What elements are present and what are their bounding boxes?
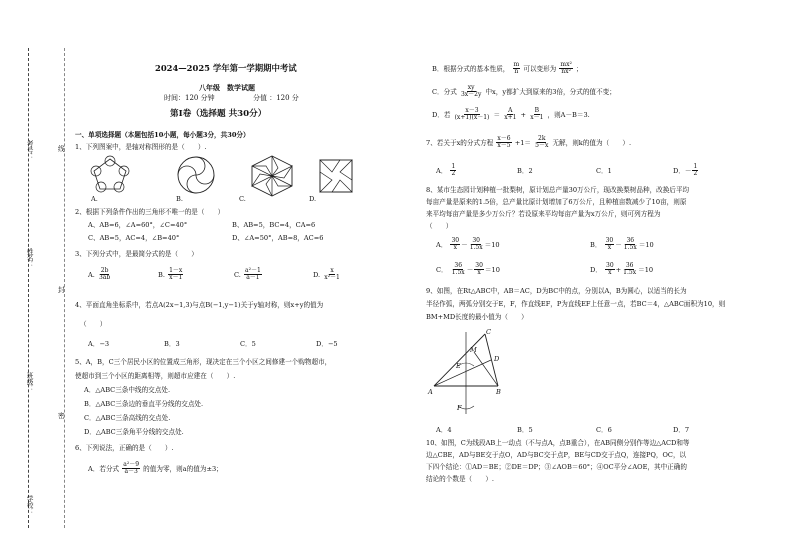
- name-label: 姓名：: [25, 248, 34, 268]
- q8-c-f2: $\frac{30}{x}$: [475, 262, 483, 277]
- fig-label-b: B: [496, 388, 501, 396]
- fig-label-m: M: [470, 346, 477, 354]
- q7-d-fraction: $\frac{1}{2}$: [693, 163, 698, 178]
- seal-mark: 封: [58, 286, 65, 294]
- binding-line-right: [64, 48, 65, 528]
- q6-b-fraction1: $\frac{m}{n}$: [513, 61, 520, 76]
- q6-b-fraction2: $\frac{\text{mx²}}{\text{nx²}}$: [560, 61, 572, 76]
- q1-figure-d: [318, 158, 354, 194]
- grade-subject: 八年级 数学试题: [199, 83, 255, 92]
- q4-option-a: A．−3: [88, 340, 110, 348]
- q8-label-c: C．: [436, 265, 448, 274]
- q6-d-plus: +: [520, 110, 527, 119]
- q5-stem-line1: 5、A，B，C三个居民小区的位置成三角形，现决定在三个小区之间修建一个购物超市，: [75, 358, 332, 366]
- q2-option-c: C、AB=5，AC=4，∠B=40°: [88, 234, 180, 242]
- q6-d-eq: ＝: [493, 110, 501, 119]
- q7-label-d: D．: [673, 166, 685, 175]
- q8-b-eq: ＝10: [638, 240, 654, 249]
- q9-option-c: C．6: [596, 426, 612, 434]
- exam-title: 2024—2025 学年第一学期期中考试: [155, 63, 297, 73]
- q4-option-c: C．5: [240, 340, 256, 348]
- q5-stem-line2: 使超市到三个小区的距离相等，则超市应建在（ ）.: [75, 372, 236, 380]
- q7-option-a: [436, 164, 457, 178]
- q9-option-d: D．7: [673, 426, 690, 434]
- q7-b-value: 2: [528, 167, 533, 175]
- q3-label-b: B.: [158, 270, 165, 279]
- q6-c-post: 中x，y都扩大到原来的3倍，分式的值不变；: [485, 87, 616, 96]
- q8-d-eq: ＝10: [638, 265, 654, 274]
- q7-d-minus: －: [684, 166, 692, 175]
- q5-option-a: A．△ABC三条中线的交点处.: [84, 386, 171, 394]
- q8-option-a: [436, 238, 500, 252]
- q6-a-fraction: $\frac{\text{a²－9}}{a-3}$: [123, 461, 140, 476]
- q5-option-d: D．△ABC三条角平分线的交点处.: [84, 428, 184, 436]
- q8-c-f1: $\frac{36}{1.5x}$: [451, 262, 465, 277]
- q5-option-c: C．△ABC三条高线的交点处.: [84, 414, 171, 422]
- q7-option-c: [596, 167, 612, 175]
- q6-d-fraction-a: $\frac{A}{x+1}$: [504, 107, 517, 122]
- q8-option-b: [590, 238, 654, 252]
- q10-stem-line3: 下四个结论：①AD＝BE；②DE＝DP；③∠AOB＝60°；④OC平分∠AOE，其中正确的: [426, 463, 687, 471]
- school-label: 学校：: [25, 495, 34, 515]
- q6-b-mid: 可以变形为: [523, 64, 557, 73]
- q3-label-d: D.: [313, 270, 321, 279]
- q6-c-fraction: $\frac{xy}{3x-2y}$: [460, 84, 482, 99]
- q3-fraction-b: $\frac{1-x}{x-1}$: [169, 267, 183, 282]
- q7-fraction2: $\frac{2k}{5-x}$: [535, 135, 549, 150]
- q6-option-a: [88, 462, 223, 476]
- q6-d-fraction-b: $\frac{B}{x-1}$: [530, 107, 544, 122]
- q2-option-a: A、AB=6，∠A=60°，∠C=40°: [88, 221, 188, 229]
- q8-b-f1: $\frac{30}{x}$: [605, 237, 614, 252]
- q3-option-a: [88, 268, 112, 282]
- q1-option-b: B.: [176, 195, 183, 203]
- fig-label-c: C: [486, 328, 492, 336]
- q3-fraction-a: $\frac{2b}{3ab}$: [98, 267, 111, 282]
- q3-label-a: A.: [88, 270, 95, 279]
- close-mark: 密: [58, 412, 65, 420]
- q2-option-d: D、∠A=50°，AB=8，AC=6: [232, 234, 324, 242]
- q8-b-f2: $\frac{36}{1.5x}$: [623, 237, 637, 252]
- q9-stem-line2: 半径作弧，两弧分别交于E，F，作直线EF，P为直线EF上任意一点，若BC＝4，△ABC面积为10，则: [426, 300, 726, 308]
- q8-stem-line2: 每亩产量是原来的1.5倍，总产量比原计划增加了6万公斤，且种植亩数减少了10亩，则原: [426, 198, 687, 206]
- q6-c-pre: C．分式: [432, 87, 457, 96]
- q10-stem-line4: 结论的个数是（ ）.: [426, 475, 495, 483]
- fig-label-d: D: [494, 355, 500, 363]
- q1-option-d: D.: [309, 195, 317, 203]
- q7-mid: +1＝: [514, 138, 532, 147]
- q9-stem-line3: BM+MD长度的最小值为（ ）: [426, 313, 528, 321]
- q4-option-b: B．3: [164, 340, 180, 348]
- q6-stem: 6、下列说法，正确的是（ ）.: [75, 444, 174, 452]
- q7-post: 无解，则k的值为（ ）.: [552, 138, 632, 147]
- q3-option-d: [313, 268, 342, 282]
- fig-label-f: F: [457, 404, 462, 412]
- q6-a-post: 的值为零，则a的值为±3；: [143, 464, 223, 473]
- q6-b-post: ；: [575, 64, 583, 73]
- q1-figure-b: [176, 155, 216, 195]
- q9-option-b: B．5: [517, 426, 533, 434]
- q7-c-value: 1: [607, 167, 612, 175]
- exam-time: 时间：120 分钟: [164, 94, 215, 102]
- q1-figure-a: [88, 155, 132, 195]
- q2-option-b: B、AB=5，BC=4，CA=6: [232, 221, 316, 229]
- q6-b-pre: B．根据分式的基本性质，: [432, 64, 510, 73]
- q3-fraction-c: $\frac{\text{a²－1}}{a-1}$: [245, 267, 261, 282]
- q8-paren: （ ）: [426, 222, 453, 230]
- q7-pre: 7、若关于x的分式方程: [426, 138, 494, 147]
- fig-label-e: E: [456, 362, 461, 370]
- q9-stem-line1: 9、如图，在Rt△ABC中，AB＝AC，D为BC中的点，分别以A，B为圆心，以适当的长为: [426, 287, 687, 295]
- q1-option-c: C.: [239, 195, 246, 203]
- q7-label-b: B．: [517, 167, 529, 175]
- q9-option-a: A．4: [436, 426, 452, 434]
- q8-c-eq: ＝10: [484, 265, 500, 274]
- q8-a-f1: $\frac{30}{x}$: [451, 237, 460, 252]
- q8-label-d: D．: [590, 265, 602, 274]
- q8-stem-line1: 8、某市生态园计划种植一批梨树，原计划总产量30万公斤，现改换梨树品种，改换后平均: [426, 186, 690, 194]
- seat-label: 考号：: [25, 140, 34, 160]
- binding-dash-line: [28, 48, 29, 528]
- q8-b-minus: －: [615, 240, 622, 249]
- section-title: 第Ⅰ卷（选择题 共30分）: [170, 109, 267, 119]
- class-label: 班级：: [25, 372, 34, 392]
- q5-option-b: B．△ABC三条边的垂直平分线的交点处.: [84, 400, 204, 408]
- q8-stem-line3: 来平均每亩产量是多少万公斤？若设原来平均每亩产量为x万公斤，则可列方程为: [426, 210, 661, 218]
- q3-fraction-d: $\frac{x}{\text{x²－1}}$: [324, 267, 340, 282]
- q8-a-f2: $\frac{30}{1.5x}$: [469, 237, 483, 252]
- q8-a-eq: ＝10: [484, 240, 500, 249]
- part1-heading: 一、单项选择题（本题包括10小题，每小题3分，共30分）: [75, 131, 250, 139]
- q1-figure-c: [248, 154, 296, 198]
- q1-stem: 1、下列图案中，是轴对称图形的是（ ）.: [75, 143, 207, 151]
- q8-c-minus: －: [466, 265, 474, 274]
- q10-stem-line1: 10、如图，C为线段AB上一动点（不与点A，点B重合），在AB同侧分别作等边△ACD和等: [426, 439, 690, 447]
- q2-stem: 2、根据下列条件作出的三角形不唯一的是（ ）: [75, 208, 225, 216]
- q6-d-pre: D．若: [432, 110, 451, 119]
- q7-fraction1: $\frac{x-6}{x-5}$: [497, 135, 511, 150]
- q7-stem: [426, 136, 631, 150]
- q8-d-plus: +: [615, 265, 622, 274]
- q1-option-a: A.: [91, 195, 98, 203]
- q6-d-fraction: $\frac{x-3}{(x+1)(x-1)}$: [454, 107, 490, 122]
- q7-label-a: A．: [436, 166, 448, 175]
- q7-option-b: [517, 167, 533, 175]
- q3-option-c: [234, 268, 263, 282]
- q6-option-b: [432, 62, 583, 76]
- q7-option-d: [673, 164, 699, 178]
- q6-option-c: [432, 85, 616, 99]
- exam-score: 分值 ：120 分: [253, 94, 299, 102]
- q7-label-c: C．: [596, 167, 608, 175]
- q4-stem: 4、平面直角坐标系中，若点A(2x−1,3)与点B(−1,y−1)关于y轴对称，则x+y的值为: [75, 301, 324, 309]
- line-mark-1: 线: [58, 145, 65, 153]
- q7-a-fraction: $\frac{1}{2}$: [451, 163, 456, 178]
- q6-d-post: ，则A－B＝3.: [547, 110, 590, 119]
- q9-geometry-figure: [428, 326, 518, 418]
- q3-label-c: C.: [234, 270, 241, 279]
- q8-option-d: [590, 263, 653, 277]
- q3-option-b: [158, 268, 184, 282]
- fig-label-a: A: [428, 388, 433, 396]
- q8-option-c: [436, 263, 500, 277]
- q8-a-minus: －: [461, 240, 468, 249]
- q8-label-b: B．: [590, 240, 602, 249]
- q8-d-f2: $\frac{36}{1.5x}$: [623, 262, 637, 277]
- q4-paren: （ ）: [80, 320, 107, 328]
- q8-d-f1: $\frac{30}{x}$: [606, 262, 614, 277]
- q8-label-a: A．: [436, 240, 448, 249]
- q6-a-pre: A．若分式: [88, 464, 120, 473]
- q10-stem-line2: 边△CBE，AD与BE交于点O，AD与BC交于点P，BE与CD交于点Q，连接PQ，OC，以: [426, 451, 687, 459]
- q3-stem: 3、下列分式中，是最简分式的是（ ）: [75, 250, 198, 258]
- q4-option-d: D．−5: [316, 340, 338, 348]
- q6-option-d: [432, 108, 590, 122]
